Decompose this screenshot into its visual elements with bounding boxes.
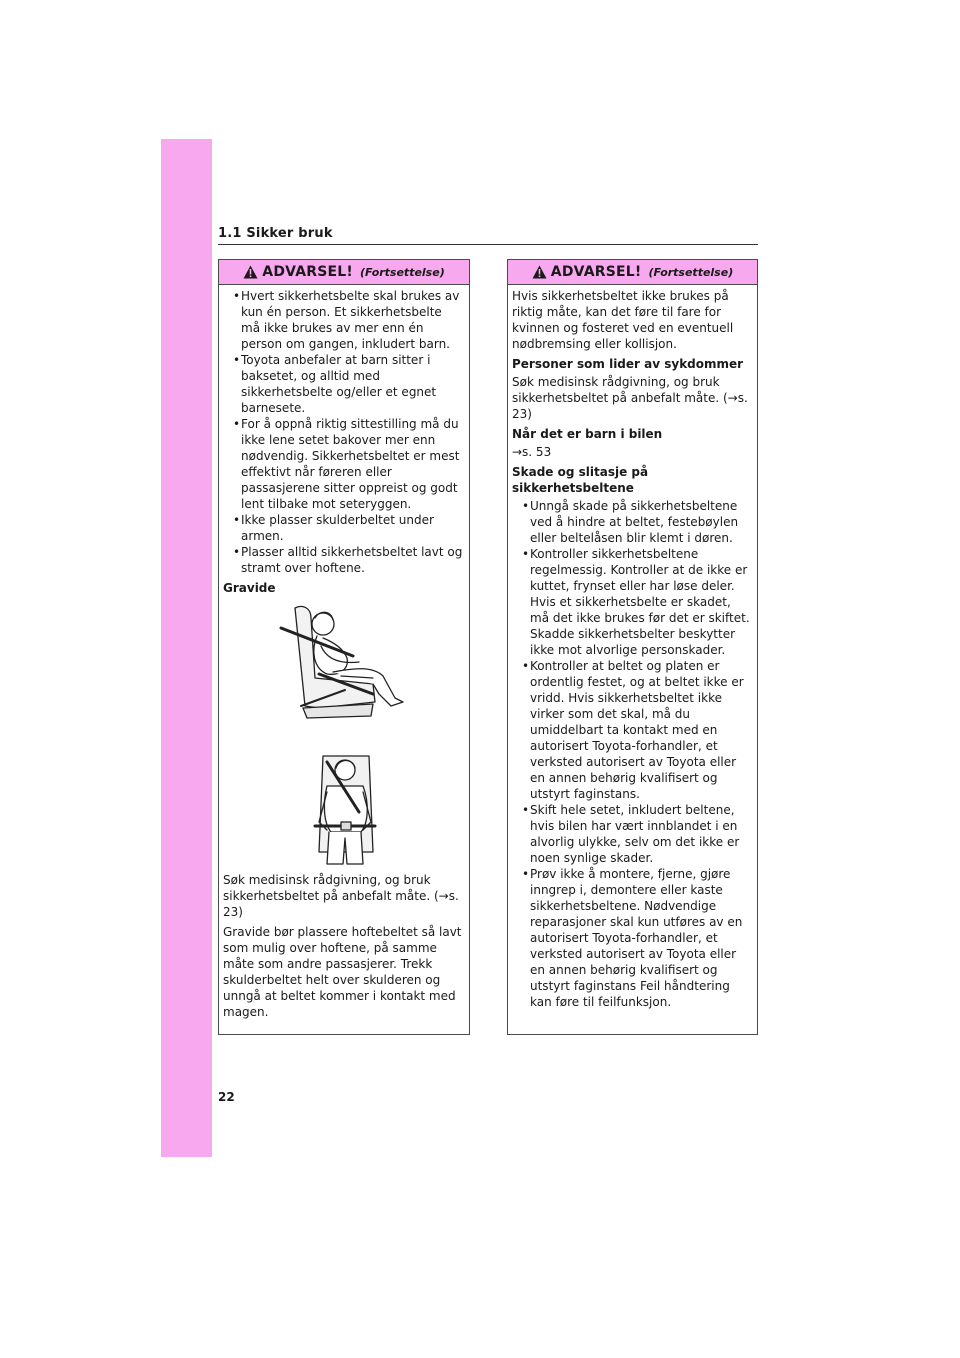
list-item: • Ikke plasser skulderbeltet under armen. <box>223 512 464 544</box>
list-item: • Prøv ikke å montere, fjerne, gjøre inngrep i, demontere eller kaste sikkerhetsbeltene. Nødvendige reparasjoner skal kun utføres av en autorisert Toyota-forhandler, et verksted autorisert av Toyota eller en annen behørig kvalifisert og utstyrt faginstans Feil håndtering kan føre til feilfunksjon. <box>512 866 752 1010</box>
paragraph: Søk medisinsk rådgivning, og bruk sikkerhetsbeltet på anbefalt måte. (→s. 23) <box>223 873 459 919</box>
list-item: • Hvert sikkerhetsbelte skal brukes av kun én person. Et sikkerhetsbelte må ikke brukes av mer enn én person om gangen, inkludert barn. <box>223 288 464 352</box>
subheading: Gravide <box>223 581 276 595</box>
warning-label: ADVARSEL! <box>550 264 642 280</box>
list-item: • Kontroller sikkerhetsbeltene regelmessig. Kontroller at de ikke er kuttet, frynset eller har løse deler. Hvis et sikkerhetsbelte er skadet, må det ikke brukes før det er skiftet. Skadde sikkerhetsbelter beskytter ikke mot alvorlige personskader. <box>512 546 752 658</box>
list-item: • For å oppnå riktig sittestilling må du ikke lene setet bakover mer enn nødvendig. Sikkerhetsbeltet er mest effektivt når føreren eller passasjerene sitter oppreist og godt lent tilbake mot seteryggen. <box>223 416 464 512</box>
warning-triangle-icon <box>243 265 258 279</box>
continued-label: (Fortsettelse) <box>648 265 734 279</box>
pregnant-seated-front-illustration <box>223 752 464 872</box>
page-number: 22 <box>218 1090 235 1104</box>
section-title: 1.1 Sikker bruk <box>218 226 333 241</box>
paragraph: Gravide bør plassere hoftebeltet så lavt som mulig over hoftene, på samme måte som andre passasjerer. Trekk skulderbeltet helt over skulderen og unngå at beltet kommer i kontakt med magen. <box>223 925 462 1019</box>
pregnant-seated-side-illustration <box>223 598 464 748</box>
warning-header <box>508 260 757 285</box>
subheading: Skade og slitasje på sikkerhetsbeltene <box>512 465 649 495</box>
subheading: Når det er barn i bilen <box>512 427 663 441</box>
subheading: Personer som lider av sykdommer <box>512 357 744 371</box>
list-item: • Unngå skade på sikkerhetsbeltene ved å hindre at beltet, festebøylen eller beltelåsen blir klemt i døren. <box>512 498 752 546</box>
chapter-tab-bar <box>161 139 212 1157</box>
paragraph: →s. 53 <box>512 445 552 459</box>
warning-panel-left <box>218 259 470 1035</box>
continued-label: (Fortsettelse) <box>360 265 445 279</box>
list-item: • Skift hele setet, inkludert beltene, hvis bilen har vært innblandet i en alvorlig ulykke, selv om det ikke er noen synlige skader. <box>512 802 752 866</box>
warning-bullets <box>223 288 464 576</box>
paragraph: Søk medisinsk rådgivning, og bruk sikkerhetsbeltet på anbefalt måte. (→s. 23) <box>512 375 748 421</box>
warning-header <box>219 260 469 285</box>
warning-triangle-icon <box>532 265 547 279</box>
list-item: • Plasser alltid sikkerhetsbeltet lavt og stramt over hoftene. <box>223 544 464 576</box>
warning-bullets <box>512 498 752 1010</box>
paragraph: Hvis sikkerhetsbeltet ikke brukes på riktig måte, kan det føre til fare for kvinnen og fosteret ved en eventuell nødbremsing eller kollisjon. <box>512 289 734 351</box>
warning-label: ADVARSEL! <box>262 264 353 280</box>
section-divider <box>218 244 758 245</box>
list-item: • Toyota anbefaler at barn sitter i baksetet, og alltid med sikkerhetsbelte og/eller et egnet barnesete. <box>223 352 464 416</box>
list-item: • Kontroller at beltet og platen er ordentlig festet, og at beltet ikke er vridd. Hvis sikkerhetsbeltet ikke virker som det skal, må du umiddelbart ta kontakt med en autorisert Toyota-forhandler, et verksted autorisert av Toyota eller en annen behørig kvalifisert og utstyrt faginstans. <box>512 658 752 802</box>
warning-panel-right <box>507 259 758 1035</box>
